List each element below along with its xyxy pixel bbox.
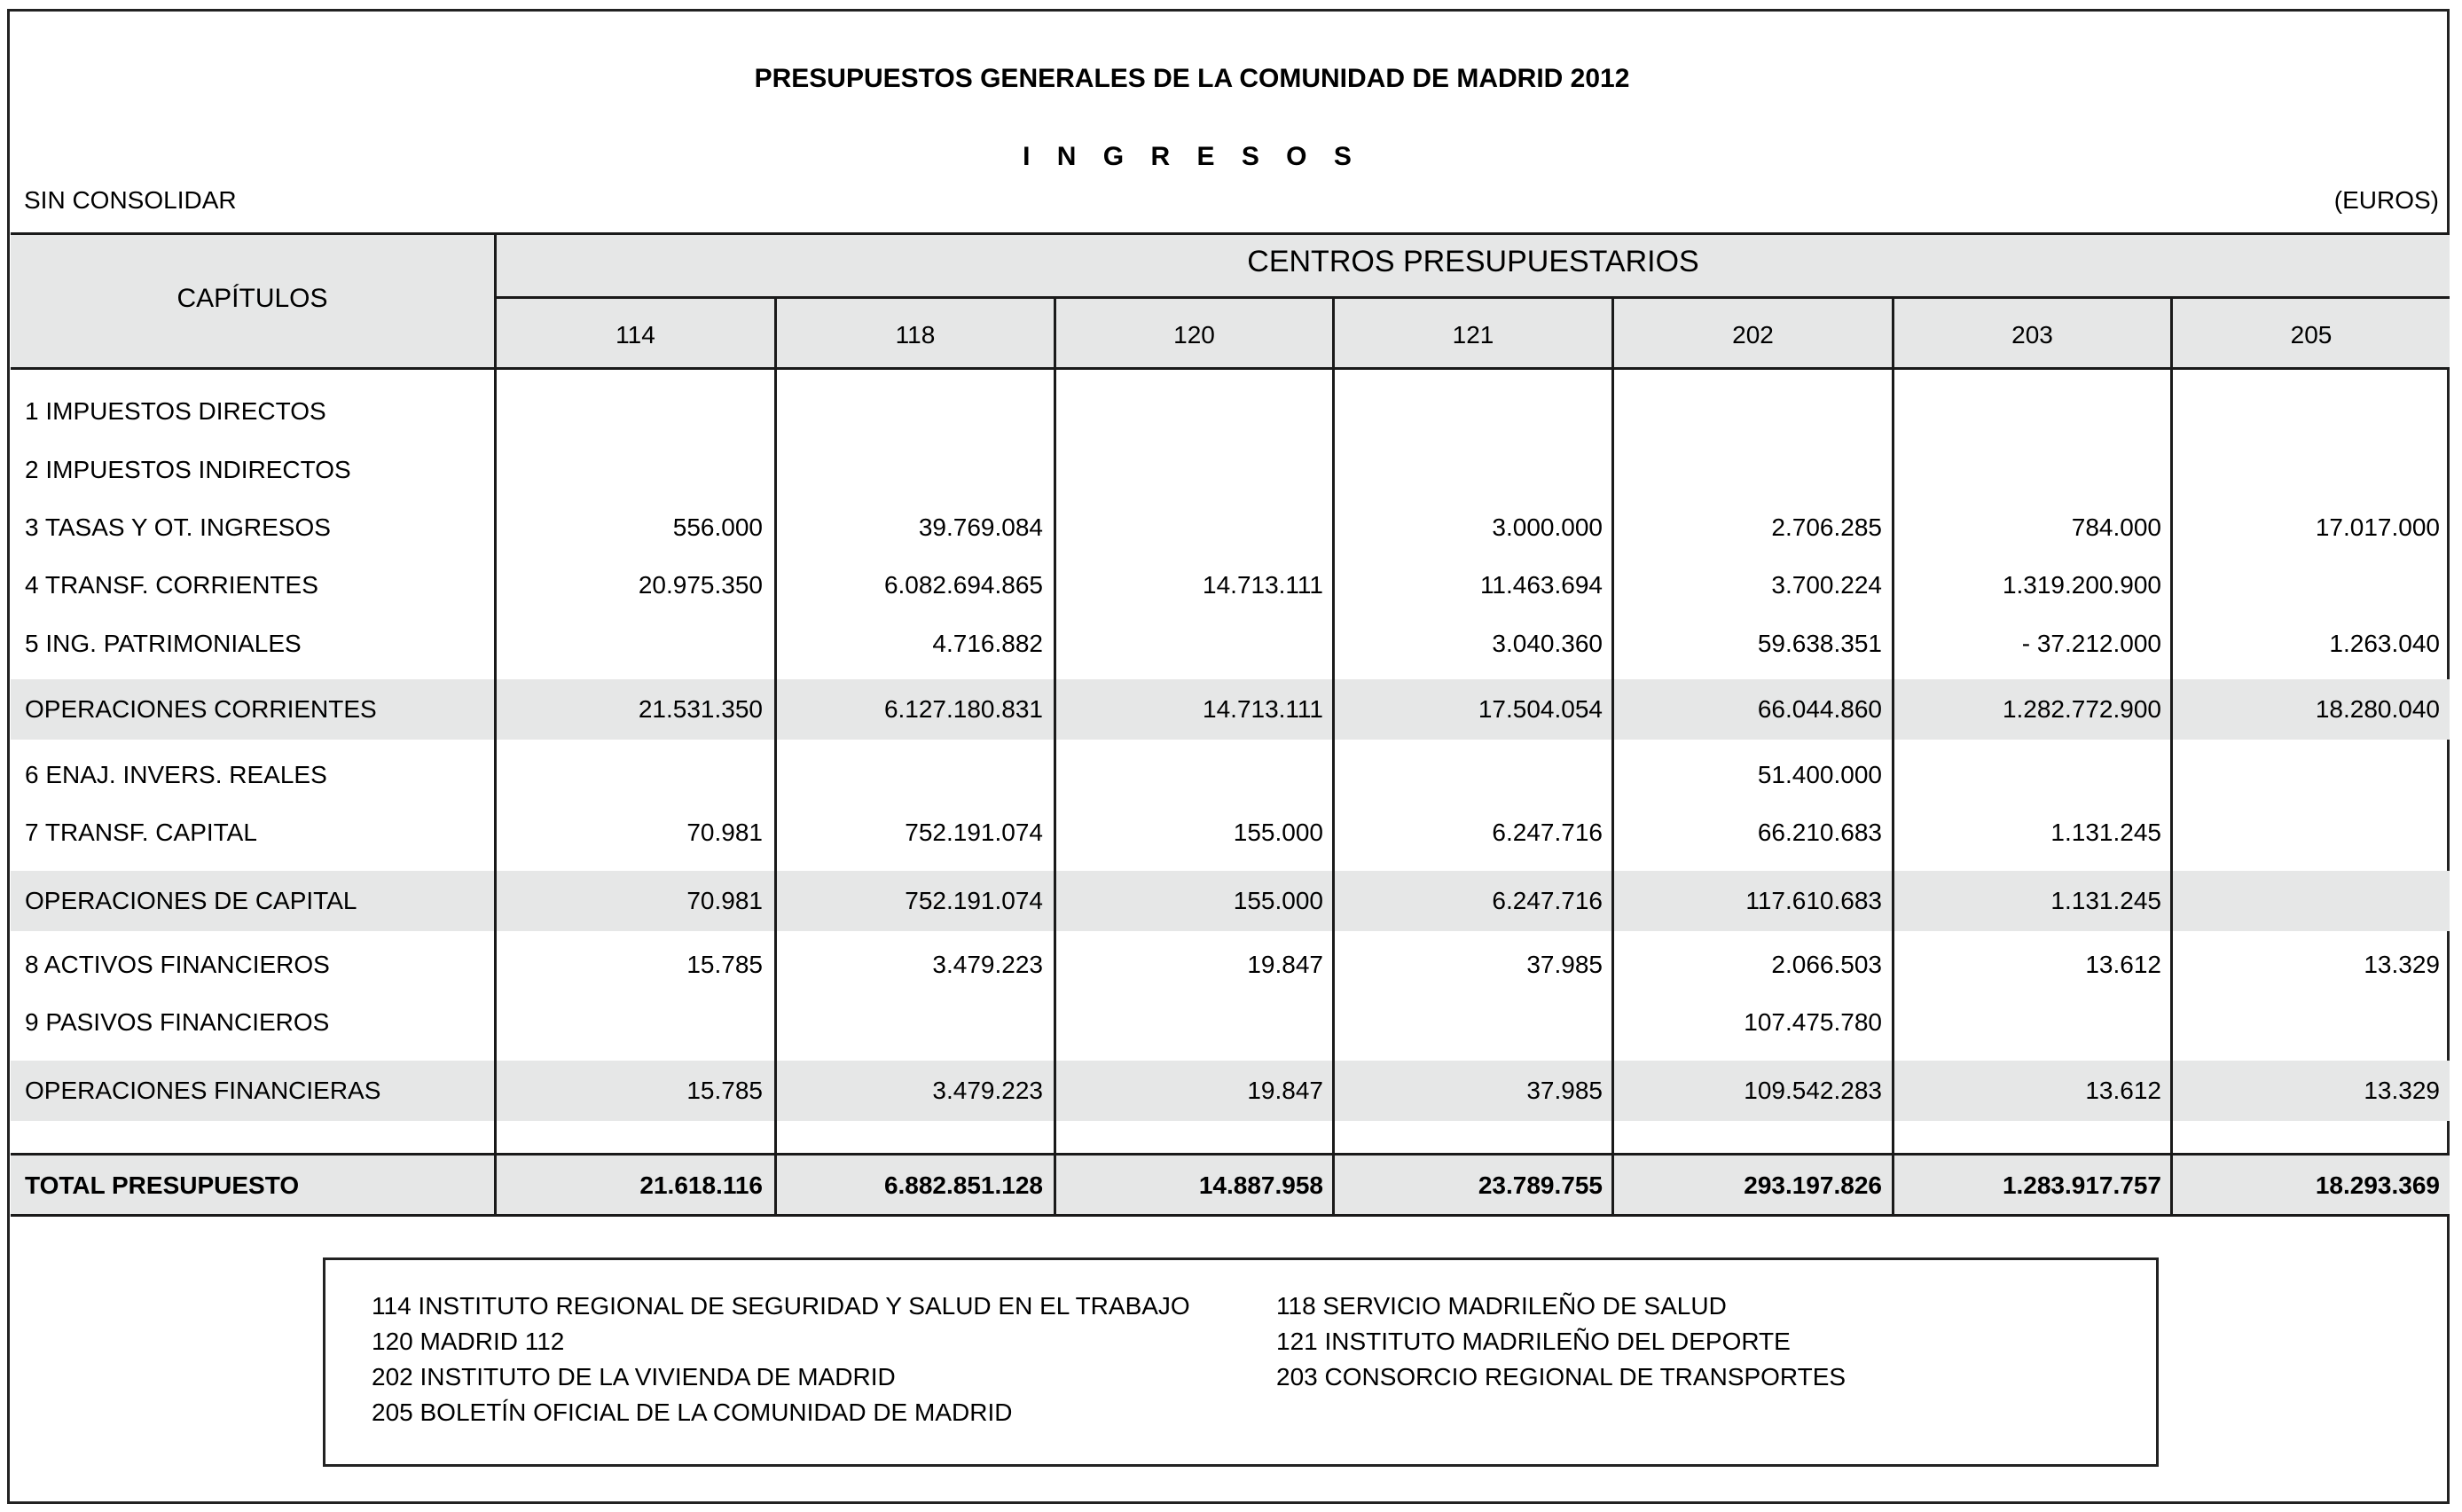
column-header-202: 202 [1732,321,1774,349]
column-header-205: 205 [2290,321,2333,349]
table-cell: 15.785 [686,1077,763,1104]
table-row [11,815,2450,850]
table-cell: 13.329 [2364,1077,2440,1104]
chapters-header: CAPÍTULOS [176,284,328,313]
table-cell: 70.981 [686,819,763,846]
table-cell: 556.000 [672,513,763,541]
table-cell: 293.197.826 [1744,1171,1882,1199]
table-cell: 1.282.772.900 [2002,695,2161,723]
column-header-203: 203 [2011,321,2053,349]
table-cell: 59.638.351 [1757,630,1882,657]
legend-item: 205 BOLETÍN OFICIAL DE LA COMUNIDAD DE MADRID [372,1398,1013,1426]
legend-item: 120 MADRID 112 [372,1328,565,1355]
table-cell: 17.017.000 [2315,513,2440,541]
table-row [11,452,2450,488]
table-cell: 155.000 [1233,887,1323,914]
row-label: TOTAL PRESUPUESTO [25,1171,300,1199]
table-cell: 66.210.683 [1757,819,1882,846]
table-cell: 2.706.285 [1771,513,1882,541]
table-cell: 19.847 [1247,1077,1323,1104]
table-cell: 2.066.503 [1771,951,1882,978]
row-label: 4 TRANSF. CORRIENTES [25,571,318,599]
table-cell: 14.713.111 [1203,695,1323,723]
row-label: 8 ACTIVOS FINANCIEROS [25,951,330,978]
table-cell: 3.479.223 [932,951,1043,978]
table-row [11,757,2450,793]
table-row [11,1005,2450,1040]
legend-item: 118 SERVICIO MADRILEÑO DE SALUD [1276,1292,1727,1320]
table-row [11,626,2450,662]
table-row [11,568,2450,603]
table-cell: 17.504.054 [1478,695,1603,723]
table-cell: 3.479.223 [932,1077,1043,1104]
table-cell: 66.044.860 [1757,695,1882,723]
row-label: OPERACIONES FINANCIERAS [25,1077,381,1104]
table-cell: 6.882.851.128 [883,1171,1043,1199]
row-label: 3 TASAS Y OT. INGRESOS [25,513,331,541]
row-label: 2 IMPUESTOS INDIRECTOS [25,456,351,483]
table-cell: 37.985 [1526,1077,1603,1104]
table-cell: 3.700.224 [1771,571,1882,599]
group-header: CENTROS PRESUPUESTARIOS [1247,245,1699,278]
table-cell: 107.475.780 [1744,1008,1882,1036]
table-cell: 155.000 [1233,819,1323,846]
table-cell: 13.329 [2364,951,2440,978]
section-title: I N G R E S O S [1023,142,1361,171]
table-cell: 1.283.917.757 [2002,1171,2161,1199]
legend-item: 203 CONSORCIO REGIONAL DE TRANSPORTES [1276,1363,1846,1391]
legend-item: 202 INSTITUTO DE LA VIVIENDA DE MADRID [372,1363,896,1391]
table-cell: 6.247.716 [1492,819,1603,846]
header-bottom-rule [11,367,2450,370]
column-header-114: 114 [616,321,655,349]
table-cell: 1.131.245 [2050,819,2161,846]
table-cell: 3.000.000 [1492,513,1603,541]
table-cell: 117.610.683 [1745,887,1882,914]
table-row [11,510,2450,545]
table-cell: 23.789.755 [1478,1171,1603,1199]
table-cell: 11.463.694 [1479,571,1603,599]
row-label: 6 ENAJ. INVERS. REALES [25,761,327,788]
table-cell: 37.985 [1526,951,1603,978]
table-cell: 784.000 [2071,513,2161,541]
table-cell: 18.293.369 [2315,1171,2440,1199]
row-label: OPERACIONES CORRIENTES [25,695,377,723]
legend-box [323,1257,2159,1467]
table-cell: 752.191.074 [905,819,1043,846]
table-cell: 39.769.084 [918,513,1043,541]
table-cell: 6.127.180.831 [883,695,1043,723]
table-cell: 51.400.000 [1757,761,1882,788]
table-row [11,692,2450,727]
row-label: 5 ING. PATRIMONIALES [25,630,302,657]
row-label: 1 IMPUESTOS DIRECTOS [25,397,326,425]
total-bottom-rule [11,1214,2450,1217]
table-cell: 21.531.350 [638,695,763,723]
total-top-rule [11,1153,2450,1156]
consolidation-note: SIN CONSOLIDAR [24,186,237,214]
document-title: PRESUPUESTOS GENERALES DE LA COMUNIDAD DE MADRID 2012 [754,64,1630,93]
table-cell: 13.612 [2085,1077,2161,1104]
table-cell: 15.785 [686,951,763,978]
table-top-rule [11,232,2450,235]
column-header-118: 118 [895,321,936,349]
table-cell: 14.887.958 [1198,1171,1323,1199]
currency-note: (EUROS) [2333,186,2439,214]
column-header-121: 121 [1452,321,1494,349]
table-cell: 4.716.882 [932,630,1043,657]
table-cell: 1.319.200.900 [2002,571,2161,599]
table-cell: 1.263.040 [2329,630,2440,657]
table-cell: 18.280.040 [2315,695,2440,723]
table-cell: 6.247.716 [1492,887,1603,914]
group-header-rule [495,296,2450,299]
table-cell: 6.082.694.865 [883,571,1043,599]
legend-item: 121 INSTITUTO MADRILEÑO DEL DEPORTE [1276,1328,1791,1355]
table-row [11,1168,2450,1203]
row-label: 9 PASIVOS FINANCIEROS [25,1008,330,1036]
table-cell: 21.618.116 [639,1171,763,1199]
table-cell: - 37.212.000 [2021,630,2161,657]
table-cell: 14.713.111 [1203,571,1323,599]
row-label: OPERACIONES DE CAPITAL [25,887,357,914]
legend-item: 114 INSTITUTO REGIONAL DE SEGURIDAD Y SALUD EN EL TRABAJO [372,1292,1190,1320]
table-cell: 20.975.350 [638,571,763,599]
table-cell: 1.131.245 [2050,887,2161,914]
table-row [11,883,2450,919]
table-row [11,1073,2450,1109]
table-cell: 752.191.074 [905,887,1043,914]
table-cell: 109.542.283 [1744,1077,1882,1104]
column-header-120: 120 [1173,321,1215,349]
table-cell: 70.981 [686,887,763,914]
table-row [11,947,2450,983]
table-cell: 3.040.360 [1492,630,1603,657]
row-label: 7 TRANSF. CAPITAL [25,819,257,846]
table-cell: 13.612 [2085,951,2161,978]
table-row [11,394,2450,429]
table-cell: 19.847 [1247,951,1323,978]
